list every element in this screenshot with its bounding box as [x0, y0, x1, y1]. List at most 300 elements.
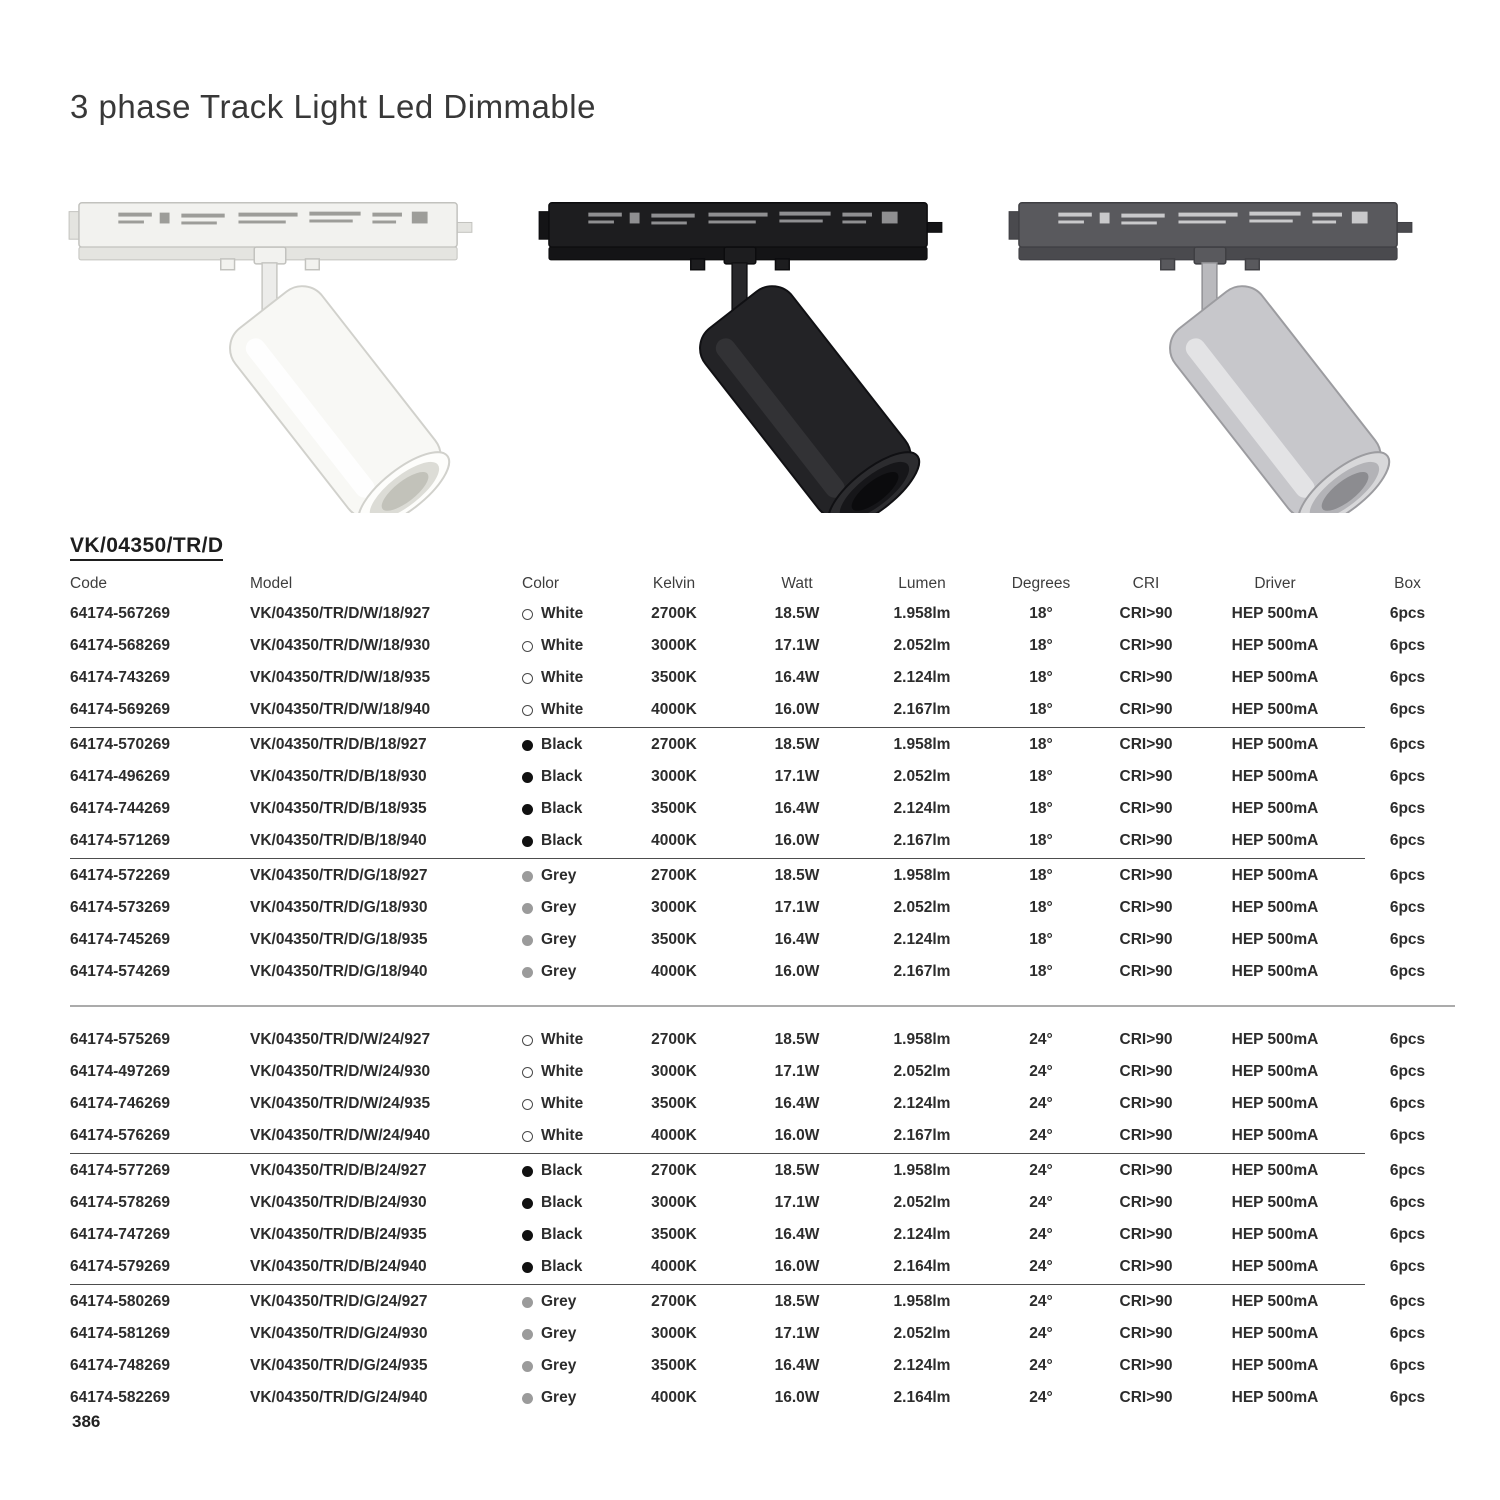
cell-driver: HEP 500mA — [1231, 800, 1319, 817]
cell-lumen: 2.124lm — [893, 1357, 951, 1374]
cell-box: 6pcs — [1389, 1357, 1426, 1374]
cell-degrees: 18° — [1029, 768, 1053, 785]
cell-code: 64174-576269 — [70, 1127, 170, 1144]
black-color-dot — [522, 740, 533, 751]
white-color-dot — [522, 1099, 533, 1110]
cell-lumen: 2.052lm — [893, 899, 951, 916]
cell-lumen: 2.052lm — [893, 768, 951, 785]
column-header-watt: Watt — [781, 575, 813, 592]
table-row — [70, 729, 1455, 761]
color-label: Black — [541, 768, 583, 785]
cell-driver: HEP 500mA — [1231, 736, 1319, 753]
cell-kelvin: 2700K — [651, 1162, 697, 1179]
track-light-black-image — [530, 188, 950, 513]
cell-model: VK/04350/TR/D/B/24/935 — [250, 1226, 427, 1243]
cell-lumen: 1.958lm — [893, 1293, 951, 1310]
cell-code: 64174-582269 — [70, 1389, 170, 1406]
cell-color — [522, 1127, 618, 1145]
cell-driver: HEP 500mA — [1231, 669, 1319, 686]
cell-lumen: 2.052lm — [893, 1325, 951, 1342]
cell-kelvin: 3000K — [651, 637, 697, 654]
column-header-driver: Driver — [1254, 575, 1296, 592]
cell-model: VK/04350/TR/D/B/18/927 — [250, 736, 427, 753]
cell-degrees: 24° — [1029, 1325, 1053, 1342]
cell-degrees: 24° — [1029, 1162, 1053, 1179]
white-color-dot — [522, 609, 533, 620]
cell-cri: CRI>90 — [1119, 800, 1173, 817]
cell-color — [522, 605, 618, 623]
cell-cri: CRI>90 — [1119, 1095, 1173, 1112]
cell-box: 6pcs — [1389, 1127, 1426, 1144]
cell-color — [522, 637, 618, 655]
cell-kelvin: 3000K — [651, 768, 697, 785]
color-label: Grey — [541, 963, 577, 980]
white-color-dot — [522, 1131, 533, 1142]
cell-cri: CRI>90 — [1119, 1226, 1173, 1243]
cell-box: 6pcs — [1389, 1293, 1426, 1310]
table-row — [70, 662, 1455, 694]
column-header-lumen: Lumen — [898, 575, 946, 592]
cell-cri: CRI>90 — [1119, 1127, 1173, 1144]
cell-model: VK/04350/TR/D/W/18/935 — [250, 669, 431, 686]
cell-lumen: 2.052lm — [893, 637, 951, 654]
cell-degrees: 18° — [1029, 701, 1053, 718]
cell-degrees: 18° — [1029, 931, 1053, 948]
cell-lumen: 1.958lm — [893, 736, 951, 753]
cell-color — [522, 1162, 618, 1180]
color-label: Black — [541, 800, 583, 817]
cell-code: 64174-575269 — [70, 1031, 170, 1048]
cell-watt: 16.0W — [774, 701, 820, 718]
product-images — [60, 188, 1440, 518]
cell-watt: 16.4W — [774, 931, 820, 948]
cell-cri: CRI>90 — [1119, 1031, 1173, 1048]
cell-code: 64174-570269 — [70, 736, 170, 753]
cell-lumen: 2.164lm — [893, 1258, 951, 1275]
cell-watt: 18.5W — [774, 736, 820, 753]
table-row — [70, 1155, 1455, 1187]
cell-watt: 18.5W — [774, 867, 820, 884]
black-color-dot — [522, 1166, 533, 1177]
cell-driver: HEP 500mA — [1231, 1031, 1319, 1048]
cell-degrees: 18° — [1029, 800, 1053, 817]
cell-kelvin: 4000K — [651, 963, 697, 980]
column-header-cri: CRI — [1132, 575, 1160, 592]
cell-cri: CRI>90 — [1119, 605, 1173, 622]
table-row — [70, 1251, 1455, 1283]
cell-kelvin: 3500K — [651, 1357, 697, 1374]
cell-watt: 16.0W — [774, 832, 820, 849]
table-body — [70, 598, 1455, 1414]
table-row — [70, 1219, 1455, 1251]
cell-color — [522, 931, 618, 949]
cell-code: 64174-577269 — [70, 1162, 170, 1179]
grey-color-dot — [522, 1361, 533, 1372]
color-label: White — [541, 1127, 584, 1144]
cell-cri: CRI>90 — [1119, 768, 1173, 785]
cell-lumen: 1.958lm — [893, 605, 951, 622]
cell-degrees: 24° — [1029, 1095, 1053, 1112]
white-color-dot — [522, 673, 533, 684]
cell-kelvin: 3500K — [651, 1226, 697, 1243]
black-color-dot — [522, 1262, 533, 1273]
track-light-grey-image — [1000, 188, 1420, 513]
track-adapter — [69, 203, 472, 270]
cell-color — [522, 800, 618, 818]
section-divider — [70, 988, 1455, 1024]
black-color-dot — [522, 836, 533, 847]
cell-kelvin: 4000K — [651, 1389, 697, 1406]
cell-watt: 17.1W — [774, 1194, 820, 1211]
cell-driver: HEP 500mA — [1231, 963, 1319, 980]
cell-kelvin: 4000K — [651, 832, 697, 849]
cell-color — [522, 736, 618, 754]
color-label: Black — [541, 1226, 583, 1243]
color-label: White — [541, 1063, 584, 1080]
cell-box: 6pcs — [1389, 1325, 1426, 1342]
cell-cri: CRI>90 — [1119, 1258, 1173, 1275]
cell-model: VK/04350/TR/D/B/18/940 — [250, 832, 427, 849]
cell-driver: HEP 500mA — [1231, 1389, 1319, 1406]
cell-code: 64174-581269 — [70, 1325, 170, 1342]
cell-driver: HEP 500mA — [1231, 701, 1319, 718]
cell-driver: HEP 500mA — [1231, 1127, 1319, 1144]
white-color-dot — [522, 705, 533, 716]
cell-color — [522, 1258, 618, 1276]
black-color-dot — [522, 772, 533, 783]
cell-lumen: 2.167lm — [893, 1127, 951, 1144]
cell-kelvin: 2700K — [651, 736, 697, 753]
color-label: Grey — [541, 1389, 577, 1406]
cell-driver: HEP 500mA — [1231, 867, 1319, 884]
cell-degrees: 18° — [1029, 963, 1053, 980]
cell-driver: HEP 500mA — [1231, 1325, 1319, 1342]
cell-degrees: 24° — [1029, 1063, 1053, 1080]
cell-color — [522, 701, 618, 719]
cell-watt: 18.5W — [774, 1031, 820, 1048]
spec-table — [70, 570, 1455, 1414]
color-label: Black — [541, 1258, 583, 1275]
cell-degrees: 24° — [1029, 1226, 1053, 1243]
grey-color-dot — [522, 1329, 533, 1340]
cell-cri: CRI>90 — [1119, 1063, 1173, 1080]
cell-kelvin: 4000K — [651, 1258, 697, 1275]
color-label: White — [541, 669, 584, 686]
cell-model: VK/04350/TR/D/G/24/930 — [250, 1325, 428, 1342]
cell-watt: 16.4W — [774, 1357, 820, 1374]
cell-cri: CRI>90 — [1119, 1357, 1173, 1374]
cell-degrees: 18° — [1029, 867, 1053, 884]
table-row — [70, 1088, 1455, 1120]
grey-color-dot — [522, 1297, 533, 1308]
table-row — [70, 956, 1455, 988]
cell-cri: CRI>90 — [1119, 963, 1173, 980]
color-label: Grey — [541, 867, 577, 884]
cell-model: VK/04350/TR/D/B/24/930 — [250, 1194, 427, 1211]
cell-code: 64174-568269 — [70, 637, 170, 654]
cell-cri: CRI>90 — [1119, 1389, 1173, 1406]
color-label: White — [541, 1095, 584, 1112]
color-label: Black — [541, 1194, 583, 1211]
column-header-box: Box — [1394, 575, 1421, 592]
group-divider — [70, 858, 1365, 859]
cell-color — [522, 1226, 618, 1244]
table-row — [70, 1382, 1455, 1414]
cell-lumen: 2.124lm — [893, 1226, 951, 1243]
cell-lumen: 2.052lm — [893, 1194, 951, 1211]
cell-model: VK/04350/TR/D/G/18/935 — [250, 931, 428, 948]
cell-color — [522, 1357, 618, 1375]
table-row — [70, 1286, 1455, 1318]
cell-model: VK/04350/TR/D/B/24/927 — [250, 1162, 427, 1179]
cell-model: VK/04350/TR/D/W/18/930 — [250, 637, 431, 654]
grey-color-dot — [522, 903, 533, 914]
cell-driver: HEP 500mA — [1231, 931, 1319, 948]
color-label: Grey — [541, 1357, 577, 1374]
white-color-dot — [522, 1035, 533, 1046]
cell-degrees: 24° — [1029, 1031, 1053, 1048]
cell-driver: HEP 500mA — [1231, 1063, 1319, 1080]
cell-driver: HEP 500mA — [1231, 899, 1319, 916]
cell-code: 64174-569269 — [70, 701, 170, 718]
cell-kelvin: 3500K — [651, 669, 697, 686]
cell-box: 6pcs — [1389, 701, 1426, 718]
black-color-dot — [522, 1230, 533, 1241]
table-row — [70, 1024, 1455, 1056]
cell-driver: HEP 500mA — [1231, 1258, 1319, 1275]
cell-model: VK/04350/TR/D/G/24/927 — [250, 1293, 428, 1310]
cell-kelvin: 3000K — [651, 1063, 697, 1080]
cell-model: VK/04350/TR/D/W/18/927 — [250, 605, 431, 622]
cell-code: 64174-573269 — [70, 899, 170, 916]
cell-cri: CRI>90 — [1119, 931, 1173, 948]
color-label: White — [541, 637, 584, 654]
black-color-dot — [522, 1198, 533, 1209]
color-label: Grey — [541, 899, 577, 916]
cell-code: 64174-571269 — [70, 832, 170, 849]
cell-degrees: 24° — [1029, 1127, 1053, 1144]
cell-kelvin: 3500K — [651, 931, 697, 948]
table-row — [70, 825, 1455, 857]
cell-color — [522, 867, 618, 885]
cell-degrees: 24° — [1029, 1194, 1053, 1211]
cell-model: VK/04350/TR/D/W/24/940 — [250, 1127, 431, 1144]
cell-color — [522, 1194, 618, 1212]
column-header-model: Model — [250, 575, 293, 592]
spotlight-head — [220, 276, 460, 513]
cell-watt: 17.1W — [774, 1325, 820, 1342]
cell-code: 64174-748269 — [70, 1357, 170, 1374]
cell-degrees: 24° — [1029, 1389, 1053, 1406]
cell-box: 6pcs — [1389, 867, 1426, 884]
cell-watt: 16.4W — [774, 800, 820, 817]
cell-color — [522, 1031, 618, 1049]
cell-lumen: 2.164lm — [893, 1389, 951, 1406]
page-title: 3 phase Track Light Led Dimmable — [70, 88, 596, 125]
cell-code: 64174-743269 — [70, 669, 170, 686]
cell-model: VK/04350/TR/D/G/24/935 — [250, 1357, 428, 1374]
cell-kelvin: 3000K — [651, 1194, 697, 1211]
cell-degrees: 18° — [1029, 899, 1053, 916]
cell-driver: HEP 500mA — [1231, 1293, 1319, 1310]
color-label: Black — [541, 1162, 583, 1179]
cell-driver: HEP 500mA — [1231, 1194, 1319, 1211]
spotlight-head — [690, 276, 930, 513]
cell-box: 6pcs — [1389, 963, 1426, 980]
cell-model: VK/04350/TR/D/B/24/940 — [250, 1258, 427, 1275]
cell-code: 64174-572269 — [70, 867, 170, 884]
cell-driver: HEP 500mA — [1231, 768, 1319, 785]
cell-degrees: 18° — [1029, 605, 1053, 622]
cell-model: VK/04350/TR/D/W/24/935 — [250, 1095, 431, 1112]
cell-driver: HEP 500mA — [1231, 1226, 1319, 1243]
color-label: Black — [541, 832, 583, 849]
color-label: White — [541, 701, 584, 718]
cell-driver: HEP 500mA — [1231, 832, 1319, 849]
track-light-white-image — [60, 188, 480, 513]
cell-lumen: 2.167lm — [893, 832, 951, 849]
table-row — [70, 1350, 1455, 1382]
cell-driver: HEP 500mA — [1231, 1162, 1319, 1179]
cell-watt: 18.5W — [774, 1162, 820, 1179]
cell-code: 64174-744269 — [70, 800, 170, 817]
table-row — [70, 1187, 1455, 1219]
cell-code: 64174-747269 — [70, 1226, 170, 1243]
cell-watt: 16.0W — [774, 963, 820, 980]
cell-model: VK/04350/TR/D/W/24/930 — [250, 1063, 431, 1080]
cell-watt: 16.0W — [774, 1258, 820, 1275]
cell-watt: 16.4W — [774, 1095, 820, 1112]
cell-kelvin: 4000K — [651, 1127, 697, 1144]
cell-driver: HEP 500mA — [1231, 605, 1319, 622]
cell-driver: HEP 500mA — [1231, 1095, 1319, 1112]
cell-lumen: 1.958lm — [893, 867, 951, 884]
cell-code: 64174-580269 — [70, 1293, 170, 1310]
cell-kelvin: 2700K — [651, 1293, 697, 1310]
cell-degrees: 18° — [1029, 669, 1053, 686]
cell-model: VK/04350/TR/D/B/18/935 — [250, 800, 427, 817]
cell-watt: 17.1W — [774, 899, 820, 916]
grey-color-dot — [522, 935, 533, 946]
cell-lumen: 2.167lm — [893, 701, 951, 718]
cell-lumen: 1.958lm — [893, 1031, 951, 1048]
track-adapter — [539, 203, 942, 270]
color-label: Black — [541, 736, 583, 753]
cell-driver: HEP 500mA — [1231, 1357, 1319, 1374]
cell-watt: 18.5W — [774, 605, 820, 622]
cell-cri: CRI>90 — [1119, 1325, 1173, 1342]
cell-box: 6pcs — [1389, 1095, 1426, 1112]
column-header-code: Code — [70, 575, 108, 592]
cell-model: VK/04350/TR/D/W/18/940 — [250, 701, 431, 718]
cell-box: 6pcs — [1389, 768, 1426, 785]
cell-color — [522, 1389, 618, 1407]
cell-kelvin: 3000K — [651, 1325, 697, 1342]
cell-model: VK/04350/TR/D/G/24/940 — [250, 1389, 428, 1406]
cell-kelvin: 4000K — [651, 701, 697, 718]
cell-watt: 16.0W — [774, 1127, 820, 1144]
cell-cri: CRI>90 — [1119, 1162, 1173, 1179]
cell-cri: CRI>90 — [1119, 867, 1173, 884]
grey-color-dot — [522, 1393, 533, 1404]
cell-box: 6pcs — [1389, 637, 1426, 654]
cell-watt: 16.0W — [774, 1389, 820, 1406]
cell-color — [522, 1293, 618, 1311]
grey-color-dot — [522, 871, 533, 882]
cell-lumen: 2.167lm — [893, 963, 951, 980]
cell-cri: CRI>90 — [1119, 669, 1173, 686]
cell-kelvin: 2700K — [651, 1031, 697, 1048]
cell-cri: CRI>90 — [1119, 736, 1173, 753]
cell-code: 64174-745269 — [70, 931, 170, 948]
cell-code: 64174-567269 — [70, 605, 170, 622]
cell-color — [522, 1095, 618, 1113]
cell-code: 64174-497269 — [70, 1063, 170, 1080]
black-color-dot — [522, 804, 533, 815]
cell-color — [522, 669, 618, 687]
color-label: White — [541, 1031, 584, 1048]
cell-kelvin: 3500K — [651, 1095, 697, 1112]
cell-box: 6pcs — [1389, 1258, 1426, 1275]
cell-code: 64174-574269 — [70, 963, 170, 980]
cell-degrees: 18° — [1029, 832, 1053, 849]
cell-watt: 17.1W — [774, 1063, 820, 1080]
cell-box: 6pcs — [1389, 1031, 1426, 1048]
cell-lumen: 1.958lm — [893, 1162, 951, 1179]
color-label: Grey — [541, 931, 577, 948]
cell-cri: CRI>90 — [1119, 701, 1173, 718]
cell-box: 6pcs — [1389, 1389, 1426, 1406]
cell-cri: CRI>90 — [1119, 1293, 1173, 1310]
cell-kelvin: 3000K — [651, 899, 697, 916]
cell-lumen: 2.124lm — [893, 800, 951, 817]
cell-degrees: 24° — [1029, 1357, 1053, 1374]
cell-box: 6pcs — [1389, 832, 1426, 849]
cell-box: 6pcs — [1389, 931, 1426, 948]
cell-cri: CRI>90 — [1119, 1194, 1173, 1211]
color-label: Grey — [541, 1293, 577, 1310]
cell-lumen: 2.124lm — [893, 1095, 951, 1112]
cell-color — [522, 1325, 618, 1343]
cell-model: VK/04350/TR/D/G/18/927 — [250, 867, 428, 884]
page-number: 386 — [72, 1412, 101, 1431]
product-code-heading: VK/04350/TR/D — [70, 534, 223, 561]
cell-watt: 17.1W — [774, 768, 820, 785]
white-color-dot — [522, 641, 533, 652]
cell-lumen: 2.052lm — [893, 1063, 951, 1080]
cell-kelvin: 2700K — [651, 605, 697, 622]
column-header-kelvin: Kelvin — [652, 575, 696, 592]
cell-lumen: 2.124lm — [893, 931, 951, 948]
table-row — [70, 1318, 1455, 1350]
cell-box: 6pcs — [1389, 899, 1426, 916]
cell-kelvin: 3500K — [651, 800, 697, 817]
cell-watt: 16.4W — [774, 1226, 820, 1243]
cell-cri: CRI>90 — [1119, 832, 1173, 849]
cell-kelvin: 2700K — [651, 867, 697, 884]
cell-box: 6pcs — [1389, 605, 1426, 622]
group-divider — [70, 1153, 1365, 1154]
table-row — [70, 793, 1455, 825]
cell-code: 64174-746269 — [70, 1095, 170, 1112]
table-row — [70, 630, 1455, 662]
cell-watt: 16.4W — [774, 669, 820, 686]
cell-color — [522, 899, 618, 917]
cell-box: 6pcs — [1389, 1063, 1426, 1080]
cell-degrees: 18° — [1029, 736, 1053, 753]
group-divider — [70, 1284, 1365, 1285]
color-label: White — [541, 605, 584, 622]
